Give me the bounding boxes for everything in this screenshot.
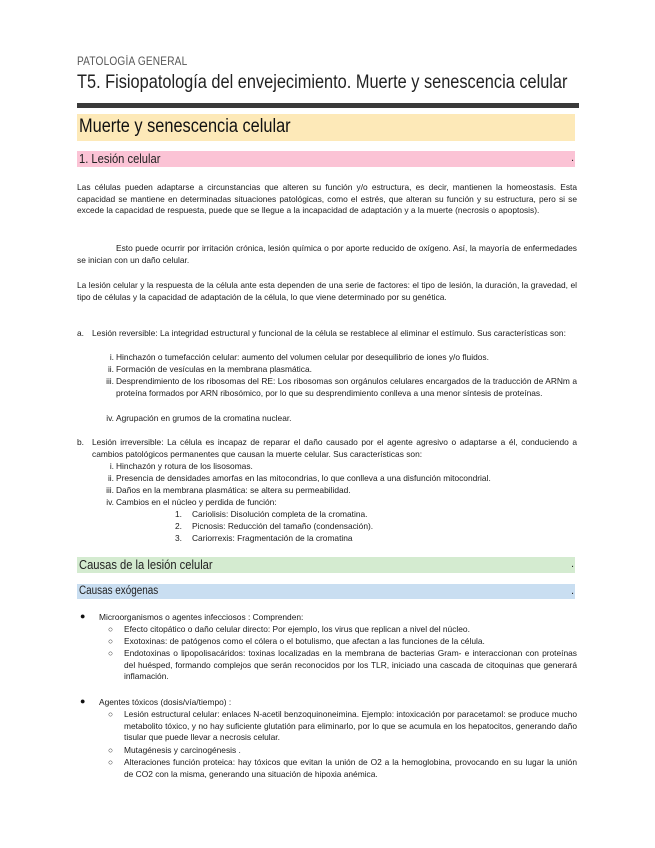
micro-text: Microorganismos o agentes infecciosos : Comprenden: xyxy=(99,612,304,622)
list-a-iv-text: Agrupación en grumos de la cromatina nuclear. xyxy=(116,413,292,423)
heading-causas-dot: . xyxy=(570,558,574,570)
list-b-ii-marker: ii. xyxy=(107,473,114,483)
list-b-sub1-text: Cariolisis: Disolución completa de la cromatina. xyxy=(192,509,368,519)
list-b-sub3-text: Cariorrexis: Fragmentación de la cromatina xyxy=(192,533,353,543)
heading-causas-text: Causas de la lesión celular xyxy=(79,557,213,572)
heading-lesion-celular xyxy=(77,151,575,167)
list-b-ii-text: Presencia de densidades amorfas en las mitocondrias, lo que conlleva a una disfunción mitocondrial. xyxy=(116,473,491,483)
list-b-iv-text: Cambios en el núcleo y perdida de función: xyxy=(116,497,277,507)
list-a-iv-marker: iv. xyxy=(106,413,114,423)
list-b-iv-marker: iv. xyxy=(106,497,114,507)
circle-bullet-icon: ○ xyxy=(108,709,114,719)
toxicos-item-1: Lesión estructural celular: enlaces N-acetil benzoquinoneimina. Ejemplo: intoxicación por paracetamol: se produce mucho metabolito tóxico, y no hay suficiente glutatión para eliminarlo, por lo que se acumula en los hepatocitos, generando daño tisular que puede llevar a necrosis celular. xyxy=(124,709,577,743)
circle-bullet-icon: ○ xyxy=(108,648,114,658)
micro-item-1: Efecto citopático o daño celular directo: Por ejemplo, los virus que replican a nivel del núcleo. xyxy=(124,624,470,634)
list-a-marker: a. xyxy=(77,328,84,338)
toxicos-item-2: Mutagénesis y carcinogénesis . xyxy=(124,745,241,755)
section-heading-text: Muerte y senescencia celular xyxy=(79,116,291,137)
bullet-dot-icon: ● xyxy=(80,696,86,706)
list-b-iii-text: Daños en la membrana plasmática: se altera su permeabilidad. xyxy=(116,485,351,495)
list-b-text: Lesión irreversible: La célula es incapaz de reparar el daño causado por el agente agresivo o adaptarse a él, conduciendo a cambios patológicos permanentes que causan la muerte celular. Sus características son: xyxy=(92,437,577,459)
list-a-ii-marker: ii. xyxy=(107,364,114,374)
circle-bullet-icon: ○ xyxy=(108,636,114,646)
list-a-iii-text: Desprendimiento de los ribosomas del RE: Los ribosomas son orgánulos celulares encargados de la traducción de ARNm a proteína formados por ARN ribosómico, por lo que su desprendimiento conlleva a una menor síntesis de proteínas. xyxy=(116,376,577,398)
document-title: T5. Fisiopatología del envejecimiento. Muerte y senescencia celular xyxy=(77,72,568,93)
paragraph-2: Esto puede ocurrir por irritación crónica, lesión química o por aporte reducido de oxígeno. Así, la mayoría de enfermedades se inician con un daño celular. xyxy=(77,243,577,265)
list-b-sub2-marker: 2. xyxy=(175,521,182,531)
heading-lesion-dot: . xyxy=(570,152,574,164)
list-b-i-text: Hinchazón y rotura de los lisosomas. xyxy=(116,461,253,471)
circle-bullet-icon: ○ xyxy=(108,624,114,634)
heading-exogenas-dot: . xyxy=(570,585,574,597)
circle-bullet-icon: ○ xyxy=(108,745,114,755)
list-a-text: Lesión reversible: La integridad estructural y funcional de la célula se restablece al eliminar el estímulo. Sus características son: xyxy=(92,328,566,338)
circle-bullet-icon: ○ xyxy=(108,757,114,767)
heading-exogenas-text: Causas exógenas xyxy=(79,585,159,597)
list-b-sub3-marker: 3. xyxy=(175,533,182,543)
heading-lesion-text: 1. Lesión celular xyxy=(79,151,161,166)
list-b-i-marker: i. xyxy=(109,461,114,471)
list-b-iii-marker: iii. xyxy=(106,485,114,495)
section-heading xyxy=(77,114,575,141)
paragraph-3: La lesión celular y la respuesta de la célula ante esta dependen de una serie de factores: el tipo de lesión, la duración, la gravedad, el tipo de células y la capacidad de adaptación de la célula, lo que viene determinado por su genética. xyxy=(77,280,577,302)
bullet-dot-icon: ● xyxy=(80,611,86,621)
toxicos-item-3: Alteraciones función proteica: hay tóxicos que evitan la unión de O2 a la hemoglobina, provocando en su lugar la unión de CO2 con la misma, generando una situación de hipoxia anémica. xyxy=(124,757,577,779)
list-b-marker: b. xyxy=(77,437,84,447)
list-b-sub2-text: Picnosis: Reducción del tamaño (condensación). xyxy=(192,521,374,531)
micro-item-3: Endotoxinas o lipopolisacáridos: toxinas localizadas en la membrana de bacterias Gram- e interaccionan con proteínas del huésped, formando complejos que serán reconocidos por los TLR, iniciado una cascada de citoquinas que generará inflamación. xyxy=(124,648,577,682)
toxicos-text: Agentes tóxicos (dosis/vía/tiempo) : xyxy=(99,697,232,707)
heading-causas xyxy=(77,557,575,573)
list-a-ii-text: Formación de vesículas en la membrana plasmática. xyxy=(116,364,312,374)
title-rule xyxy=(77,103,579,108)
paragraph-1: Las células pueden adaptarse a circunstancias que alteren su función y/o estructura, es decir, mantienen la homeostasis. Esta capacidad se mantiene en determinadas situaciones patológicas, como el estrés, que alteran su función y su estructura, pero si se excede la capacidad de respuesta, puede que se llegue a la incapacidad de adaptación y a la muerte (necrosis o apoptosis). xyxy=(77,182,577,216)
micro-item-2: Exotoxinas: de patógenos como el cólera o el botulismo, que afectan a las funciones de la célula. xyxy=(124,636,485,646)
list-b-sub1-marker: 1. xyxy=(175,509,182,519)
list-a-iii-marker: iii. xyxy=(106,376,114,386)
subject-label: PATOLOGÍA GENERAL xyxy=(77,56,188,68)
list-a-i-marker: i. xyxy=(109,352,114,362)
heading-causas-exogenas xyxy=(77,584,575,599)
list-a-i-text: Hinchazón o tumefacción celular: aumento del volumen celular por desequilibrio de iones y/o fluidos. xyxy=(116,352,489,362)
